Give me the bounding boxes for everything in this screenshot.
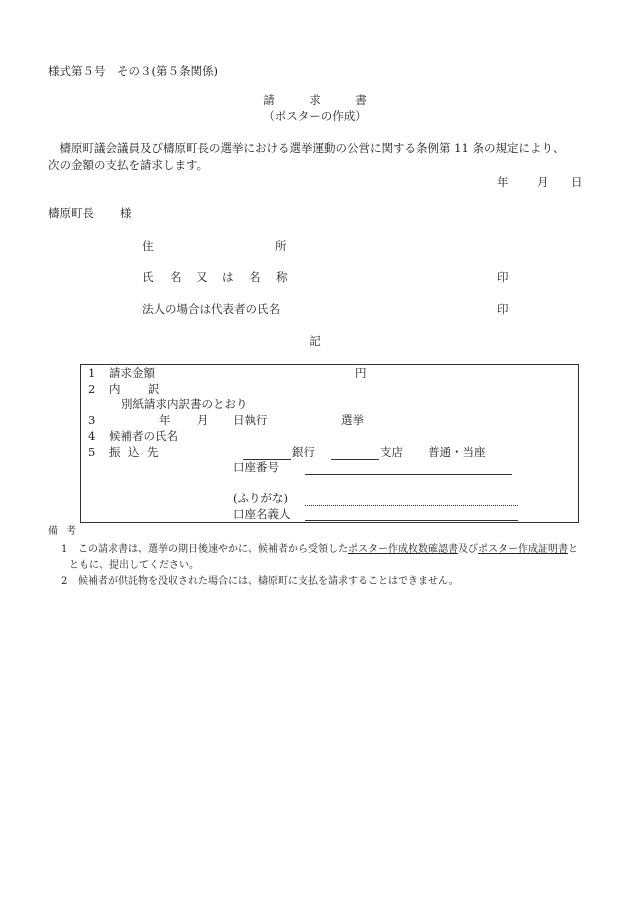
name-label-char: 名 [170, 270, 182, 284]
candidate-name-label: 候補者の氏名 [109, 429, 178, 443]
account-holder-label: 口座名義人 [233, 507, 291, 521]
form-number: 様式第５号 その３(第５条関係) [48, 64, 218, 78]
account-type-label: 普通・当座 [428, 445, 486, 459]
item-number: 2 [88, 382, 96, 396]
transfer-label-char-1: 振 [109, 445, 121, 459]
addressee-name: 檮原町長 [48, 206, 94, 220]
bank-label: 銀行 [292, 445, 315, 459]
document-subtitle: （ポスターの作成） [263, 109, 367, 123]
remarks-heading-char-1: 備 [48, 526, 58, 537]
branch-label: 支店 [380, 445, 403, 459]
name-label-char: は [222, 270, 234, 284]
item-number: 5 [88, 445, 96, 459]
document-title: 請 求 書 [263, 93, 367, 107]
name-label-char: 氏 [142, 270, 154, 284]
date-year-label: 年 [497, 175, 509, 189]
name-label-char: 又 [196, 270, 208, 284]
ki-heading: 記 [309, 334, 321, 348]
yen-unit: 円 [355, 366, 367, 380]
election-day-exec-label: 日執行 [233, 413, 268, 427]
furigana-blank [305, 505, 518, 506]
item-number: 1 [88, 366, 96, 380]
account-holder-blank [305, 520, 518, 521]
breakdown-label-char-1: 内 [109, 382, 121, 396]
remark-number: 1 [61, 544, 68, 555]
transfer-label-char-2: 込 [128, 445, 140, 459]
name-label-char: 称 [276, 270, 288, 284]
date-day-label: 日 [571, 175, 583, 189]
remark-number: 2 [61, 576, 68, 587]
remarks-heading-char-2: 考 [66, 526, 76, 537]
item-number: 4 [88, 429, 96, 443]
remark-1-continued: ともに、提出してください。 [69, 560, 199, 571]
transfer-label-char-3: 先 [147, 445, 159, 459]
address-label-char-2: 所 [275, 239, 287, 253]
addressee-honorific: 様 [120, 206, 132, 220]
representative-label: 法人の場合は代表者の氏名 [142, 302, 280, 316]
breakdown-label-char-2: 訳 [148, 382, 160, 396]
seal-mark: 印 [497, 302, 509, 316]
claim-amount-label: 請求金額 [109, 366, 155, 380]
remark-2-text: 候補者が供託物を没収された場合には、檮原町に支払を請求することはできません。 [78, 576, 459, 587]
election-year-label: 年 [159, 413, 171, 427]
branch-name-blank [331, 459, 379, 460]
breakdown-detail: 別紙請求内訳書のとおり [121, 397, 248, 411]
account-number-label: 口座番号 [233, 460, 279, 474]
name-label-char: 名 [249, 270, 261, 284]
address-label-char-1: 住 [142, 239, 154, 253]
date-month-label: 月 [537, 175, 549, 189]
account-number-blank [305, 474, 512, 475]
intro-line-1: 檮原町議会議員及び檮原町長の選挙における選挙運動の公営に関する条例第 11 条の規定により、 [48, 141, 565, 155]
election-label: 選挙 [341, 413, 364, 427]
furigana-label: (ふりがな) [233, 491, 288, 505]
election-month-label: 月 [197, 413, 209, 427]
remark-1-text: この請求書は、選挙の期日後速やかに、候補者から受領したポスター作成枚数確認書及びポスター作成証明書と [78, 544, 578, 555]
intro-line-2: 次の金額の支払を請求します。 [48, 158, 209, 172]
item-number: 3 [88, 413, 96, 427]
seal-mark: 印 [497, 270, 509, 284]
